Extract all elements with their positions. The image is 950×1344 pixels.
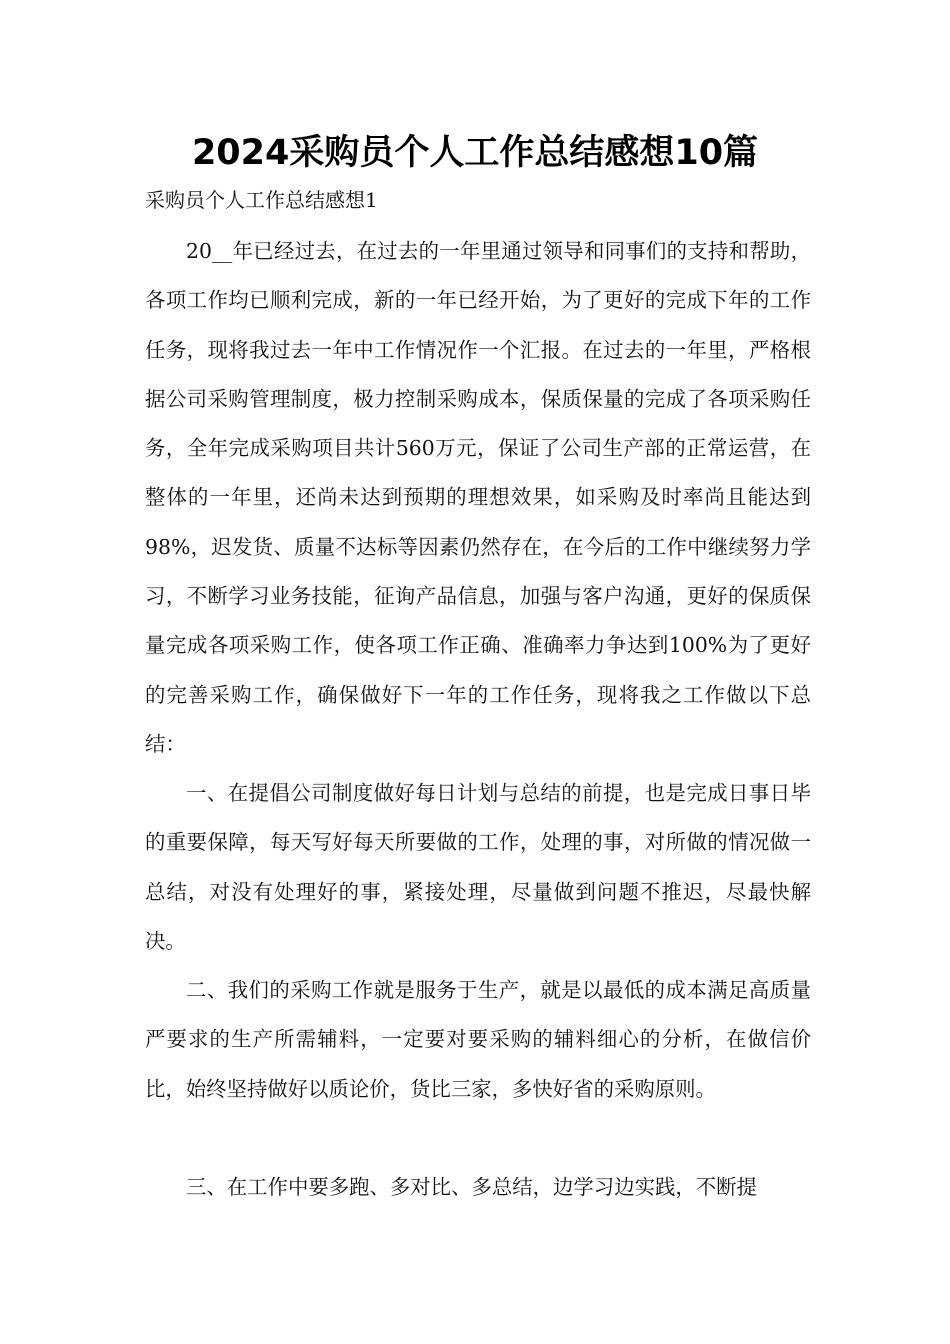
body-paragraph-4: 三、在工作中要多跑、多对比、多总结，边学习边实践，不断提 xyxy=(186,1175,757,1199)
body-paragraph-2: 一、在提倡公司制度做好每日计划与总结的前提，也是完成日事日毕的重要保障，每天写好每天所要做的工作，处理的事，对所做的情况做一总结，对没有处理好的事，紧接处理，尽量做到问题不推迟，尽最快解决。 xyxy=(145,781,811,953)
document-title: 2024采购员个人工作总结感想10篇 xyxy=(191,133,759,173)
section-heading: 采购员个人工作总结感想1 xyxy=(145,188,378,212)
body-paragraph-3: 二、我们的采购工作就是服务于生产，就是以最低的成本满足高质量严要求的生产所需辅料，一定要对要采购的辅料细心的分析，在做信价比，始终坚持做好以质论价，货比三家，多快好省的采购原则。 xyxy=(145,978,811,1101)
body-paragraph-1: 20__年已经过去，在过去的一年里通过领导和同事们的支持和帮助，各项工作均已顺利完成，新的一年已经开始，为了更好的完成下年的工作任务，现将我过去一年中工作情况作一个汇报。在过去的一年里，严格根据公司采购管理制度，极力控制采购成本，保质保量的完成了各项采购任务，全年完成采购项目共计560万元，保证了公司生产部的正常运营，在整体的一年里，还尚未达到预期的理想效果，如采购及时率尚且能达到98%，迟发货、质量不达标等因素仍然存在，在今后的工作中继续努力学习，不断学习业务技能，征询产品信息，加强与客户沟通，更好的保质保量完成各项采购工作，使各项工作正确、准确率力争达到100%为了更好的完善采购工作，确保做好下一年的工作任务，现将我之工作做以下总结： xyxy=(145,239,811,756)
